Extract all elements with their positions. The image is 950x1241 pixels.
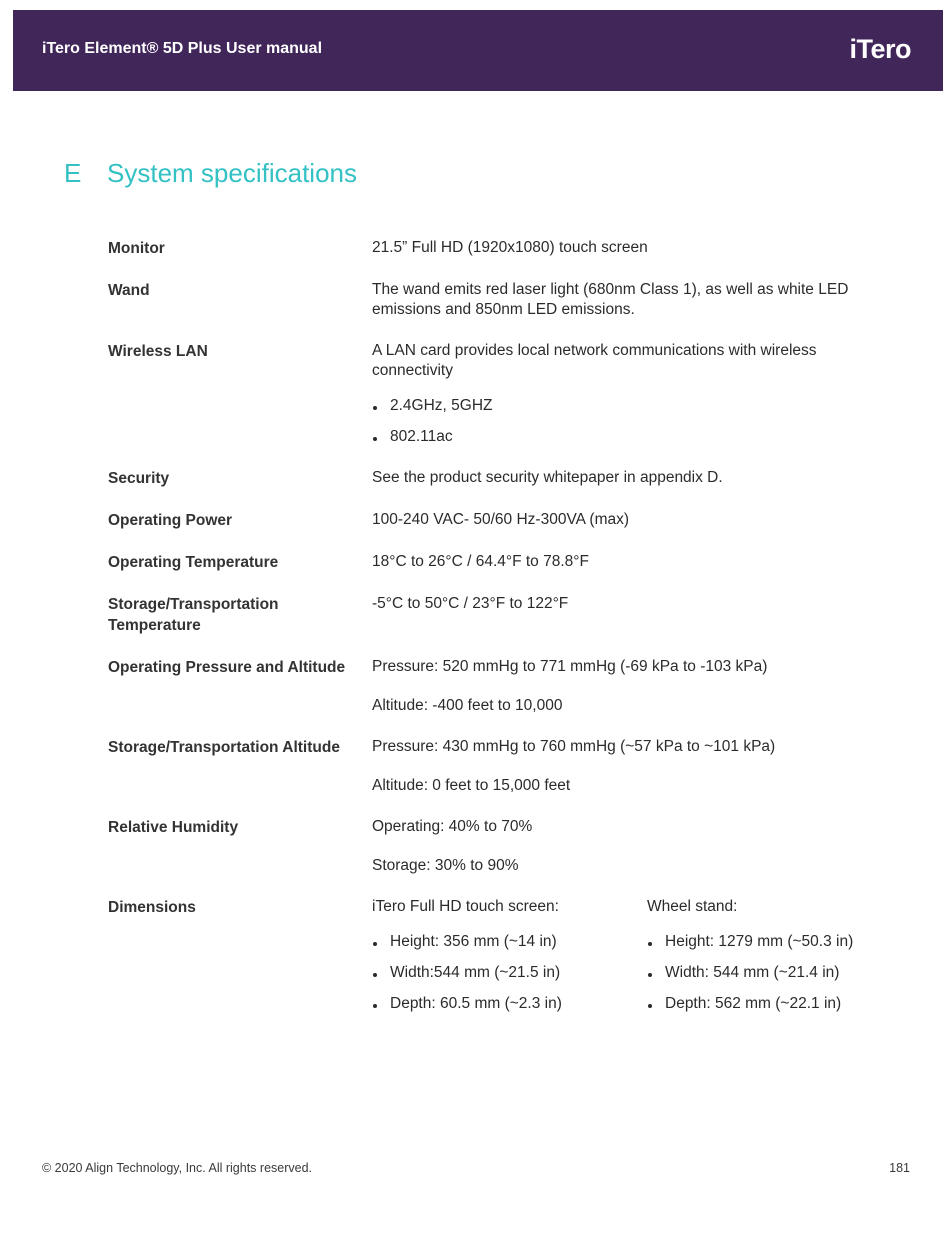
copyright-notice: © 2020 Align Technology, Inc. All rights reserved. <box>42 1161 313 1175</box>
spec-label: Storage/Transportation Altitude <box>108 739 340 756</box>
spec-label: Operating Temperature <box>108 554 279 571</box>
spec-row-operating-temperature <box>108 552 888 573</box>
bullet-list <box>372 396 888 447</box>
spec-value: -5°C to 50°C / 23°F to 122°F <box>372 595 569 612</box>
bullet-list <box>372 932 647 1014</box>
spec-row-operating-power <box>108 510 888 531</box>
spec-row-wireless-lan <box>108 341 888 447</box>
page-number: 181 <box>889 1161 910 1175</box>
spec-value: 100-240 VAC- 50/60 Hz-300VA (max) <box>372 511 630 528</box>
dimensions-screen-column <box>372 897 647 1014</box>
itero-logo: iTero <box>849 34 911 64</box>
spec-label: Monitor <box>108 240 165 257</box>
spec-value: The wand emits red laser light (680nm Class 1), as well as white LED emissions and 850nm LED emissions. <box>372 281 849 318</box>
list-item: Width: 544 mm (~21.4 in) <box>647 963 922 983</box>
spec-row-dimensions <box>108 897 888 1014</box>
spec-row-wand <box>108 280 888 320</box>
column-heading: iTero Full HD touch screen: <box>372 898 559 915</box>
dimensions-stand-column <box>647 897 922 1014</box>
spec-label: Relative Humidity <box>108 819 239 836</box>
spec-text: Altitude: -400 feet to 10,000 <box>372 697 563 714</box>
spec-value: See the product security whitepaper in appendix D. <box>372 469 723 486</box>
spec-label: Wand <box>108 282 150 299</box>
spec-row-relative-humidity <box>108 817 888 876</box>
list-item: Height: 356 mm (~14 in) <box>372 932 647 952</box>
spec-value <box>372 657 888 716</box>
spec-row-security <box>108 468 888 489</box>
page-header <box>13 10 943 91</box>
spec-text: Pressure: 430 mmHg to 760 mmHg (~57 kPa to ~101 kPa) <box>372 738 776 755</box>
spec-value: 18°C to 26°C / 64.4°F to 78.8°F <box>372 553 589 570</box>
list-item: Depth: 562 mm (~22.1 in) <box>647 994 922 1014</box>
spec-text: Operating: 40% to 70% <box>372 818 533 835</box>
spec-label: Dimensions <box>108 899 196 916</box>
manual-title: iTero Element® 5D Plus User manual <box>42 40 323 57</box>
spec-row-storage-altitude <box>108 737 888 796</box>
spec-text: Pressure: 520 mmHg to 771 mmHg (-69 kPa to -103 kPa) <box>372 658 768 675</box>
spec-value <box>372 737 888 796</box>
spec-label: Security <box>108 470 170 487</box>
spec-label: Operating Power <box>108 512 233 529</box>
spec-label: Storage/Transportation Temperature <box>108 596 279 634</box>
spec-row-storage-temperature <box>108 594 888 636</box>
spec-value <box>372 341 888 447</box>
list-item: Height: 1279 mm (~50.3 in) <box>647 932 922 952</box>
specifications-table <box>108 238 888 1035</box>
spec-value <box>372 817 888 876</box>
spec-label: Wireless LAN <box>108 343 208 360</box>
list-item: 2.4GHz, 5GHZ <box>372 396 888 416</box>
list-item: Depth: 60.5 mm (~2.3 in) <box>372 994 647 1014</box>
section-heading <box>64 158 357 189</box>
column-heading: Wheel stand: <box>647 898 738 915</box>
section-letter: E <box>64 158 82 188</box>
spec-label: Operating Pressure and Altitude <box>108 659 346 676</box>
section-title: System specifications <box>107 158 357 188</box>
spec-text: A LAN card provides local network communications with wireless connectivity <box>372 342 817 379</box>
spec-value <box>372 897 922 1014</box>
list-item: 802.11ac <box>372 427 888 447</box>
spec-text: Storage: 30% to 90% <box>372 857 519 874</box>
bullet-list <box>647 932 922 1014</box>
list-item: Width:544 mm (~21.5 in) <box>372 963 647 983</box>
spec-value: 21.5” Full HD (1920x1080) touch screen <box>372 239 648 256</box>
spec-row-monitor <box>108 238 888 259</box>
spec-row-operating-pressure <box>108 657 888 716</box>
spec-text: Altitude: 0 feet to 15,000 feet <box>372 777 571 794</box>
